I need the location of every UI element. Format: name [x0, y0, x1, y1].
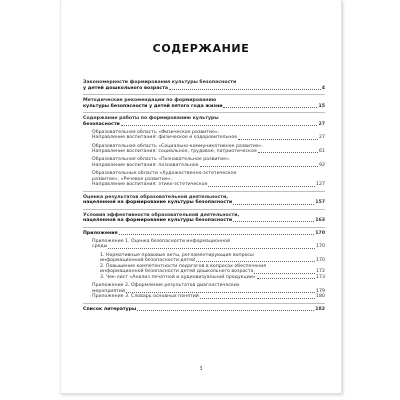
toc-section-3-page: 27 [318, 121, 325, 127]
toc-section-2-page: 15 [318, 103, 325, 109]
toc-section-4-page: 157 [315, 200, 325, 206]
table-of-contents [83, 80, 325, 312]
toc-section-2-line1: Методические рекомендации по формированию [83, 97, 217, 103]
toc-appendix-2-page: 179 [316, 288, 325, 294]
toc-area-1-direction: Направление воспитания: физическое и оздоровительное [92, 135, 238, 141]
dot-leader [196, 261, 315, 262]
toc-section-1-page: 4 [321, 85, 325, 91]
toc-area-2-direction: Направление воспитания: социальное, трудовое, патриотическое [92, 149, 257, 155]
section-divider [83, 94, 325, 95]
section-divider [83, 303, 325, 304]
toc-appendix-1-text-2: среды [92, 244, 108, 250]
dot-leader [200, 166, 318, 167]
toc-section-3-line2: безопасности [83, 121, 120, 127]
toc-appendix-1-item-1-page: 170 [316, 258, 325, 264]
toc-appendix-2-prefix: Приложение 2. [92, 283, 130, 289]
toc-area-3-page: 92 [319, 162, 325, 168]
toc-section-4-line1: Оценка результатов образовательной деятельности, [83, 194, 229, 200]
toc-section-5 [83, 218, 325, 224]
section-divider [83, 191, 325, 192]
toc-bibliography-label: Список литературы [83, 306, 137, 312]
toc-section-1-line1: Закономерности формирования культуры безопасности [83, 80, 237, 85]
section-divider [83, 209, 325, 210]
dot-leader [121, 125, 318, 126]
toc-appendix-1-item-1-line1: 1. Нормативные правовые акты, регламентирующие вопросы [100, 252, 254, 258]
dot-leader [258, 152, 318, 153]
toc-area-3-title: Образовательная область «Познавательное развитие». [92, 157, 231, 163]
toc-appendix-2-text-2: мероприятий [92, 288, 125, 294]
toc-section-5-line2: нацеленной на формирование культуры безопасности [83, 218, 233, 224]
toc-appendix-3-text: Словарь основных понятий [130, 294, 199, 300]
toc-appendix-1-item-3-page: 173 [316, 274, 325, 280]
toc-area-2-page: 61 [319, 149, 325, 155]
toc-appendix-1-item-2-line1: 2. Повышение компетентности педагогов в вопросах обеспечения [100, 263, 267, 269]
toc-appendix-1-item-2-page: 172 [316, 269, 325, 275]
dot-leader [223, 107, 317, 108]
toc-appendix-3-title [92, 294, 199, 300]
toc-section-5-line1: Условия эффективности образовательной деятельности, [83, 212, 240, 218]
toc-appendix-1-item-1-line2: информационной безопасности детей [100, 258, 196, 264]
toc-section-4-line2: нацеленной на формирование культуры безопасности [83, 200, 233, 206]
page-number: 3 [199, 366, 203, 372]
toc-area-1-title: Образовательная область «Физическое развитие». [92, 129, 220, 135]
toc-section-1 [83, 86, 325, 92]
toc-area-4 [83, 182, 325, 188]
toc-section-1-line2: у детей дошкольного возраста [83, 85, 169, 91]
toc-appendix-1-prefix: Приложение 1. [92, 238, 130, 244]
dot-leader [238, 139, 318, 140]
dot-leader [233, 204, 314, 205]
toc-appendix-1-item-2-line2: информационной безопасности детей дошкольного возраста [100, 269, 254, 275]
toc-area-2-title: Образовательная область «Социально-коммуникативное развитие». [92, 143, 264, 149]
dot-leader [119, 234, 315, 235]
toc-appendix-1-page: 170 [316, 244, 325, 250]
toc-appendices-label: Приложения [83, 230, 118, 236]
toc-appendices-page: 170 [315, 230, 325, 236]
toc-appendix-3-prefix: Приложение 3. [92, 294, 130, 300]
toc-section-5-page: 163 [315, 218, 325, 224]
toc-appendix-3-page: 180 [316, 294, 325, 300]
toc-section-4 [83, 200, 325, 206]
toc-area-4-page: 127 [316, 182, 325, 188]
toc-area-4-direction: Направление воспитания: этико-эстетическое [92, 182, 208, 188]
section-divider [83, 227, 325, 228]
dot-leader [126, 292, 315, 293]
toc-appendix-3 [83, 294, 325, 300]
toc-section-3-line1: Содержание работы по формированию культуры [83, 115, 219, 121]
dot-leader [257, 278, 315, 279]
dot-leader [233, 221, 314, 222]
toc-bibliography [83, 307, 325, 313]
toc-area-1-page: 27 [319, 135, 325, 141]
dot-leader [254, 273, 315, 274]
toc-appendix-1-item-3-line1: 3. Чек-лист «Анализ печатной и аудиовизуальной продукции» [100, 274, 256, 280]
dot-leader [169, 89, 321, 90]
toc-area-4-title: Образовательные области «Художественно-эстетическое [92, 171, 237, 177]
page-title: СОДЕРЖАНИЕ [152, 42, 250, 55]
toc-section-2 [83, 104, 325, 110]
toc-bibliography-page: 182 [315, 306, 325, 312]
dot-leader [200, 298, 315, 299]
toc-area-3-direction: Направление воспитания: познавательное [92, 162, 199, 168]
section-divider [83, 112, 325, 113]
dot-leader [137, 310, 314, 311]
toc-appendix-1-text: Оценка безопасности информационной [130, 238, 230, 244]
toc-appendix-2-text: Оформление результатов диагностических [130, 283, 240, 289]
dot-leader [208, 186, 315, 187]
toc-area-4-title-2: развитие», «Речевое развитие». [92, 176, 173, 182]
book-page [60, 0, 342, 394]
dot-leader [108, 248, 315, 249]
toc-section-2-line2: культуры безопасности у детей пятого года жизни [83, 103, 223, 109]
